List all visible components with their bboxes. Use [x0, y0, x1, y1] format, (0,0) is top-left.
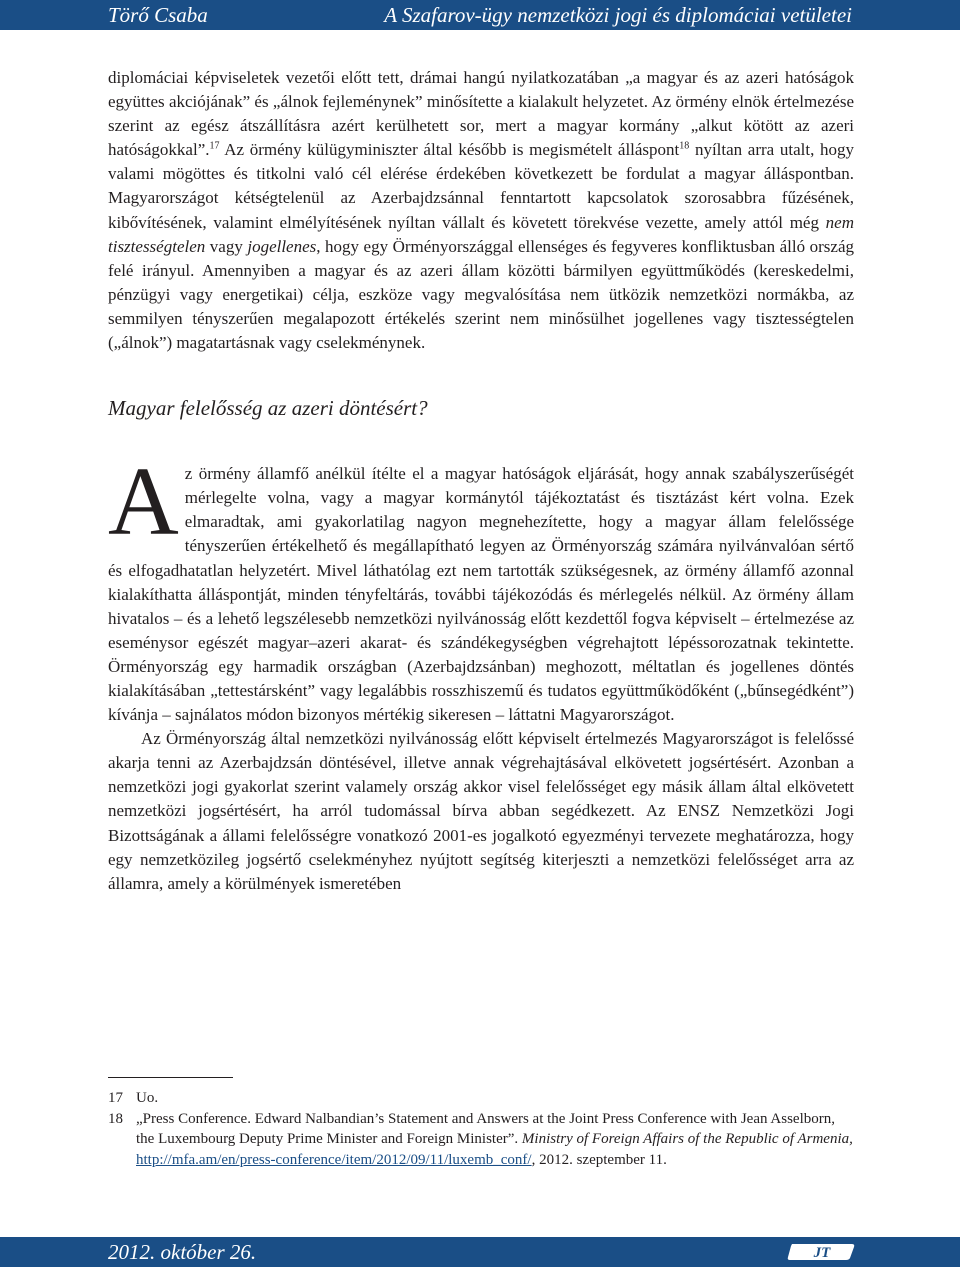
- footnote-17-text: Uo.: [136, 1090, 159, 1106]
- footnote-18-number: 18: [108, 1110, 123, 1127]
- footer-date: 2012. október 26.: [108, 1240, 257, 1264]
- header-author: Törő Csaba: [108, 3, 208, 27]
- running-footer: [0, 1237, 960, 1267]
- footnote-ref-17[interactable]: 17: [209, 140, 220, 152]
- paragraph-1-text-d: vagy: [205, 236, 248, 256]
- footnote-separator: [108, 1077, 233, 1078]
- section-heading: Magyar felelősség az azeri döntésért?: [108, 396, 428, 421]
- footnote-18-link[interactable]: http://mfa.am/en/press-conference/item/2012/09/11/luxemb_conf/: [136, 1151, 532, 1168]
- footnote-17: [108, 1088, 854, 1109]
- emphasis-jogellenes: jogellenes: [247, 236, 317, 256]
- footnote-18-date: , 2012. szeptember 11.: [531, 1151, 667, 1168]
- main-content: [108, 66, 854, 896]
- paragraph-1-text-e: , hogy egy Örményországgal ellenséges és fegyveres konfliktusban álló ország felé irányul. Amennyiben a magyar és az azeri állam közötti bármilyen együttműködés (kereskedelmi, pénzügyi vagy energetikai) célja, eszköze vagy megvalósítása nem ütközik nemzetközi normákba, az semmilyen tényszerűen megalapozott értékelés szerint nem minősülhet jogellenes vagy tisztességtelen („álnok”) magatartásnak vagy cselekménynek.: [108, 236, 854, 353]
- footnotes: [108, 1077, 854, 1170]
- paragraph-1: [108, 66, 854, 355]
- footnote-17-number: 17: [108, 1090, 123, 1106]
- paragraph-1-text-c: nyíltan arra utalt, hogy valami mögöttes és titkolni való cél elérése érdekében következett be fordulat a magyar álláspontban. Magyarországot kétségtelenül az Azerbajdzsánnal fenntartott kapcsolatok szorosabbra fűzésének, kibővítésének, valamint elmélyítésének nyíltan vállalt és követett törekvése vezette, amely attól még: [108, 140, 854, 232]
- drop-cap: A: [108, 448, 179, 557]
- footnote-ref-18[interactable]: 18: [679, 140, 690, 152]
- footnote-18: [108, 1109, 854, 1171]
- running-header: [0, 0, 960, 30]
- header-title: A Szafarov-ügy nemzetközi jogi és diplomáciai vetületei: [384, 3, 852, 27]
- footnote-18-source: Ministry of Foreign Affairs of the Republic of Armenia,: [521, 1131, 853, 1147]
- paragraph-2-text: z örmény államfő anélkül ítélte el a magyar hatóságok eljárását, hogy annak szabályszerűségét mérlegelte volna, vagy a magyar kormánytól tájékoztatást és tisztázást kért volna. Ezek elmaradtak, ami gyakorlatilag nagyon megnehezítette, hogy a magyar állam felelőssége tényszerűen értékelhető és megállapítható legyen az Örményország számára nyilvánvalóan sértő és elfogadhatatlan helyzetért. Mivel láthatólag ezt nem tartották szükségesnek, az örmény államfő azonnal kialakíthatta álláspontját, minden tényfeltárás, további tájékozódás és mérlegelés nélkül. Az örmény állam hivatalos – és a lehető legszélesebb nemzetközi nyilvánosság előtt kezdettől fogva képviselt – értelmezése az eseménysor egészét magyar–azeri akarat- és szándékegységben végrehajtott lépéssorozatnak tekintette. Örményország egy harmadik országban (Azerbajdzsánban) meghozott, méltatlan és jogellenes döntés kialakításában „tettestársként” vagy legalábbis rosszhiszemű és tudatos együttműködőként („bűnsegédként”) kívánja – sajnálatos módon bizonyos mértékig sikeresen – láttatni Magyarországot.: [108, 464, 854, 725]
- footnote-18-text: „Press Conference. Edward Nalbandian’s Statement and Answers at the Joint Press Conference with Jean Asselborn, the Luxembourg Deputy Prime Minister and Foreign Minister”.: [136, 1110, 835, 1147]
- paragraph-1-text-a: diplomáciai képviseletek vezetői előtt tett, drámai hangú nyilatkozatában „a magyar és az azeri hatóságok együttes akciójának” és „álnok fejleménynek” minősítette a kialakult helyzetet. Az örmény elnök értelmezése szerint az egész átszállításra azért kerülhetett sor, mert a magyar kormány „alkut kötött az azeri hatóságokkal”.: [108, 68, 854, 160]
- publication-logo-text: JT: [813, 1245, 831, 1261]
- publication-logo-icon: [786, 1242, 856, 1262]
- paragraph-2: [108, 448, 854, 727]
- paragraph-1-text-b: Az örmény külügyminiszter által később is megismételt álláspont: [219, 140, 680, 160]
- emphasis-nem-tisztessegtelen: nem tisztességtelen: [108, 212, 854, 256]
- paragraph-3: Az Örményország által nemzetközi nyilvánosság előtt képviselt értelmezés Magyarországot is felelőssé akarja tenni az Azerbajdzsán döntésével, illetve annak végrehajtásával elkövetett jogsértésért. Azonban a nemzetközi jogi gyakorlat szerint valamely ország akkor visel felelősséget egy másik állam által elkövetett nemzetközi jogsértésért, ha arról tudomással bírva abban segédkezett. Az ENSZ Nemzetközi Jogi Bizottságának a állami felelősségre vonatkozó 2001-es jogalkotó egyezményi tervezete meghatározza, hogy egy nemzetközileg jogsértő cselekményhez nyújtott segítség kiterjeszti a nemzetközi felelősséget arra az államra, amely a körülmények ismeretében: [108, 729, 854, 893]
